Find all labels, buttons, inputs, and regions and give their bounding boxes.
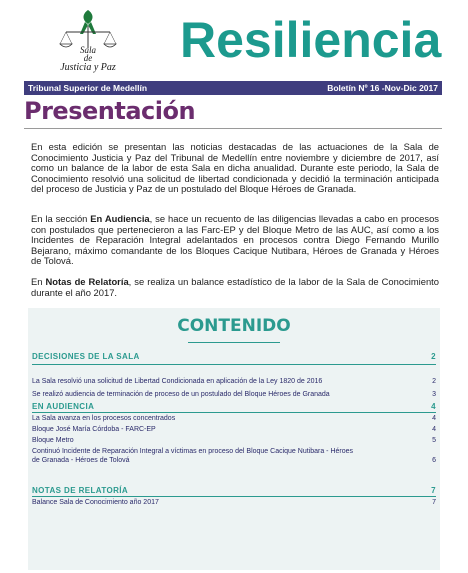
toc-item-text: Continuó Incidente de Reparación Integral a víctimas en proceso del Bloque Cacique Nutibara - Héroes bbox=[32, 448, 354, 455]
toc-heading: CONTENIDO bbox=[177, 316, 291, 336]
toc-page-number: 4 bbox=[432, 426, 436, 433]
paragraph-intro: En esta edición se presentan las noticias destacadas de las actuaciones de la Sala de Conocimiento Justicia y Paz del Tribunal de Medellín entre noviembre y diciembre de 2017, así como un balance de la labor de esta Sala en dicha anualidad. Durante este periodo, la Sala de Conocimiento resolvió una solicitud de libertad condicionada y decidió la terminación anticipada del proceso de Justicia y Paz de un postulado del Bloque Héroes de Granada. bbox=[31, 141, 439, 195]
toc-item-text: La Sala resolvió una solicitud de Libertad Condicionada en aplicación de la Ley 1820 de 2016 bbox=[32, 378, 323, 385]
toc-page-number: 7 bbox=[431, 486, 436, 495]
toc-section-label: DECISIONES DE LA SALA bbox=[32, 352, 140, 361]
toc-heading-underline bbox=[188, 342, 280, 343]
toc-item-text: La Sala avanza en los procesos concentrados bbox=[32, 415, 176, 422]
toc-page-number: 4 bbox=[431, 402, 436, 411]
toc-item[interactable] bbox=[32, 436, 436, 445]
toc-item-text-cont: de Granada - Héroes de Tolová bbox=[32, 457, 130, 464]
toc-page-number: 6 bbox=[432, 457, 436, 464]
toc-section-rule bbox=[32, 412, 436, 413]
title-divider bbox=[24, 128, 442, 129]
toc-section-relatoria[interactable] bbox=[32, 486, 436, 495]
logo-text-de: de bbox=[83, 53, 93, 63]
toc-item[interactable] bbox=[32, 390, 436, 399]
toc-section-rule bbox=[32, 496, 436, 497]
toc-page-number: 2 bbox=[431, 352, 436, 361]
p3-text-post: , se realiza un balance estadístico de la labor de la Sala de Conocimiento durante el año 2017. bbox=[31, 276, 439, 298]
logo-text-justicia: Justicia y Paz bbox=[60, 62, 116, 73]
p2-text-pre: En la sección bbox=[31, 213, 91, 224]
toc-item-text: Balance Sala de Conocimiento año 2017 bbox=[32, 499, 159, 506]
masthead-title: Resiliencia bbox=[180, 12, 442, 68]
paragraph-audiencia bbox=[31, 214, 439, 267]
toc-section-label: NOTAS DE RELATORÍA bbox=[32, 486, 129, 495]
toc-item[interactable] bbox=[32, 498, 436, 507]
sala-logo bbox=[52, 8, 124, 76]
toc-page-number: 4 bbox=[432, 415, 436, 422]
toc-page-number: 2 bbox=[432, 378, 436, 385]
toc-item[interactable] bbox=[32, 377, 436, 386]
header-bar bbox=[24, 81, 442, 95]
toc-item[interactable] bbox=[32, 447, 436, 465]
logo-text-sala: Sala bbox=[79, 45, 96, 55]
toc-item[interactable] bbox=[32, 414, 436, 423]
toc-item-text: Bloque Metro bbox=[32, 437, 74, 444]
toc-section-audiencia[interactable] bbox=[32, 402, 436, 411]
org-name: Tribunal Superior de Medellín bbox=[28, 83, 148, 93]
issue-label: Boletín Nº 16 -Nov-Dic 2017 bbox=[327, 83, 438, 93]
toc-page-number: 5 bbox=[432, 437, 436, 444]
toc-page-number: 3 bbox=[432, 391, 436, 398]
p3-bold: Notas de Relatoría bbox=[45, 276, 129, 287]
paragraph-relatoria bbox=[31, 277, 439, 298]
toc-item[interactable] bbox=[32, 425, 436, 434]
p2-text-post: , se hace un recuento de las diligencias llevadas a cabo en procesos con postulados que pertenecieron a las Farc-EP y del Bloque Metro de las AUC, así como a los Incidentes de Reparación Integral adelantados en procesos contra Diego Fernando Murillo Bejarano, máximo comandante de los Bloques Cacique Nutibara, Héroes de Granada y Héroes de Tolová. bbox=[31, 213, 439, 267]
toc-item-text: Bloque José María Córdoba - FARC-EP bbox=[32, 426, 156, 433]
page-title: Presentación bbox=[24, 97, 196, 125]
toc-section-decisiones[interactable] bbox=[32, 352, 436, 361]
toc-section-label: EN AUDIENCIA bbox=[32, 402, 95, 411]
toc-item-text: Se realizó audiencia de terminación de proceso de un postulado del Bloque Héroes de Granada bbox=[32, 391, 330, 398]
p3-text-pre: En bbox=[31, 276, 46, 287]
toc-page-number: 7 bbox=[432, 499, 436, 506]
p2-bold: En Audiencia bbox=[90, 213, 150, 224]
table-of-contents bbox=[28, 308, 440, 570]
toc-section-rule bbox=[32, 364, 436, 365]
